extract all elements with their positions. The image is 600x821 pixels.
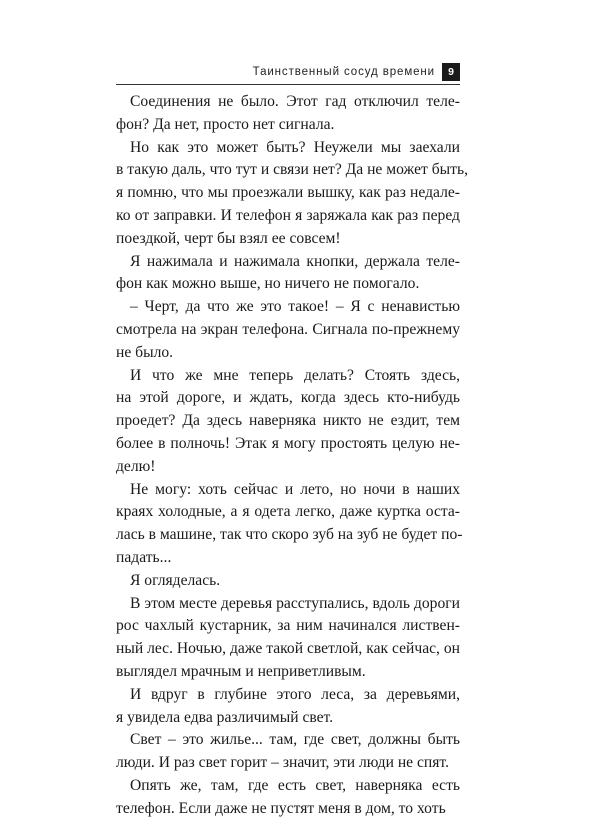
paragraph — [116, 684, 460, 730]
text-line: фон как можно выше, но ничего не помогало. — [116, 275, 420, 293]
text-line: выглядел мрачным и неприветливым. — [116, 662, 366, 680]
text-line: В этом месте деревья расступались, вдоль дороги — [130, 594, 460, 612]
paragraph — [116, 593, 460, 684]
text-line: И что же мне теперь делать? Стоять здесь, — [130, 366, 460, 384]
body-text — [116, 91, 468, 821]
text-line: более в полночь! Этак я могу простоять целую не- — [116, 434, 460, 452]
text-line: телефон. Если даже не пустят меня в дом, то хоть — [116, 799, 446, 817]
text-line: люди. И раз свет горит – значит, эти люди не спят. — [116, 754, 449, 772]
text-line: Опять же, там, где есть свет, наверняка есть — [130, 776, 460, 794]
page-number: 9 — [442, 63, 460, 81]
text-line: на этой дороге, и ждать, когда здесь кто-нибудь — [116, 389, 460, 407]
text-line: Не могу: хоть сейчас и лето, но ночи в наших — [130, 480, 460, 498]
text-line: делю! — [116, 457, 156, 475]
text-line: в такую даль, что тут и связи нет? Да не может быть, — [116, 161, 468, 179]
paragraph — [116, 479, 463, 570]
paragraph — [116, 775, 460, 821]
paragraph — [116, 137, 468, 251]
text-line: – Черт, да что же это такое! – Я с ненавистью — [130, 298, 460, 316]
paragraph — [116, 570, 460, 593]
text-line: смотрела на экран телефона. Сигнала по-прежнему — [116, 320, 460, 338]
text-line: И вдруг в глубине этого леса, за деревьями, — [130, 685, 460, 703]
text-line: ный лес. Ночью, даже такой светлой, как сейчас, он — [116, 640, 460, 658]
text-line: падать... — [116, 548, 172, 566]
paragraph — [116, 365, 460, 479]
running-header — [116, 63, 460, 81]
paragraph — [116, 91, 460, 137]
text-line: Я нажимала и нажимала кнопки, держала теле- — [130, 252, 460, 270]
text-line: Я огляделась. — [130, 571, 221, 589]
text-line: фон? Да нет, просто нет сигнала. — [116, 115, 335, 133]
text-line: рос чахлый кустарник, за ним начинался листвен- — [116, 617, 460, 635]
text-line: Свет – это жилье... там, где свет, должны быть — [130, 731, 460, 749]
text-line: Но как это может быть? Неужели мы заехали — [130, 138, 460, 156]
text-line: краях холодные, а я одета легко, даже куртка оста- — [116, 503, 460, 521]
text-line: лась в машине, так что скоро зуб на зуб не будет по- — [116, 526, 463, 544]
header-rule — [116, 84, 460, 85]
text-line: ко от заправки. И телефон я заряжала как раз перед — [116, 206, 460, 224]
text-line: проедет? Да здесь наверняка никто не ездит, тем — [116, 412, 460, 430]
text-line: не было. — [116, 343, 174, 361]
paragraph — [116, 729, 460, 775]
paragraph — [116, 296, 460, 364]
text-line: Соединения не было. Этот гад отключил теле- — [130, 93, 460, 110]
text-line: я помню, что мы проезжали вышку, как раз недале- — [116, 184, 460, 202]
paragraph — [116, 251, 460, 297]
text-line: я увидела едва различимый свет. — [116, 708, 334, 726]
book-title: Таинственный сосуд времени — [252, 66, 435, 78]
text-line: поездкой, черт бы взял ее совсем! — [116, 229, 341, 247]
